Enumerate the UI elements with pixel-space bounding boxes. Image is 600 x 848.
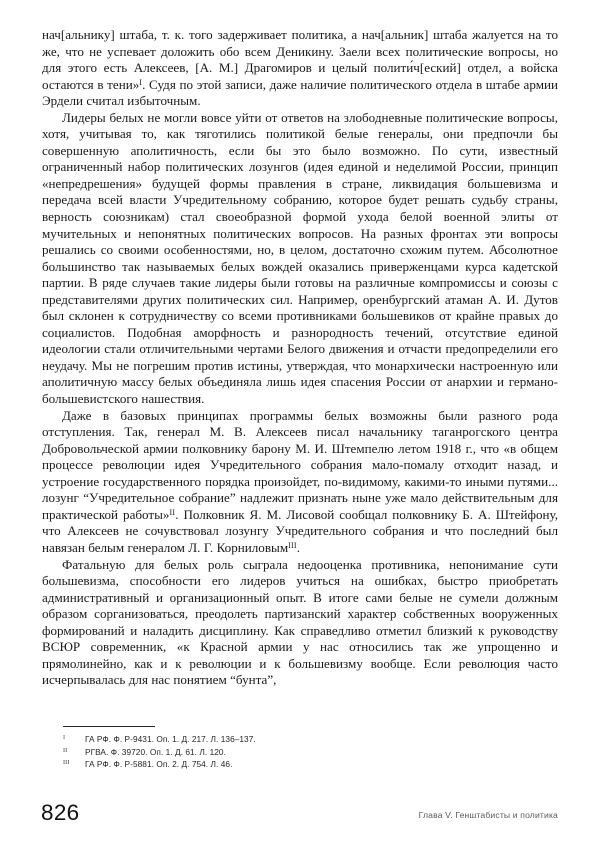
paragraph-4-text: Фатальную для белых роль сыграла недооценка противника, непонимание сути большевизма, способности его лидеров учиться на ошибках, быстро приобретать административный и организационный опыт. В итоге сами белые не сумели должным образом сорганизоваться, преодолеть партизанский характер собственных вооруженных формирований и наладить дисциплину. Как справедливо отметил близкий к руководству ВСЮР современник, «к Красной армии у нас относились так же упрощенно и прямолинейно, как и к революции и к большевизму вообще. Если революция часто исчерпывалась для нас понятием “бунта”,	[42, 556, 558, 688]
footnote-text-3: ГА РФ. Ф. Р-5881. Оп. 2. Д. 754. Л. 46.	[85, 759, 233, 770]
page-footer	[0, 800, 600, 834]
footnote-item-1	[63, 733, 483, 746]
footnote-separator-rule	[63, 726, 155, 727]
paragraph-1	[42, 27, 558, 110]
footnote-ref-1[interactable]: I	[139, 77, 143, 87]
paragraph-3-text: Даже в базовых принципах программы белых возможны были разного рода отступления. Так, генерал М. В. Алексеев писал начальнику таганрогского центра Добровольческой армии полковнику барону М. И. Штемпелю летом 1918 г., что «в общем процессе революции идея Учредительного собрания мало-помалу отходит назад, и устроение государственного порядка произойдет, по-видимому, какими-то иными путями... лозунг “Учредительное собрание” надлежит признать ныне уже мало действительным для практической работы»	[42, 407, 558, 522]
paragraph-2-text: Лидеры белых не могли вовсе уйти от ответов на злободневные политические вопросы, хотя, учитывая то, как тяготились политикой белые генералы, они предпочли бы совершенную аполитичность, если бы это было возможно. По сути, известный ограниченный набор политических лозунгов (идея единой и неделимой России, принцип «непредрешения» будущей формы правления в стране, ликвидация большевизма и передача всей власти Учредительному собранию, которое будет решать судьбу страны, верность союзникам) стал своеобразной формой ухода белой военной элиты от мучительных и непонятных политических вопросов. На разных фронтах эти вопросы решались со своими особенностями, но, в целом, достаточно схожим путем. Абсолютное большинство так называемых белых вождей оказались приверженцами курса кадетской партии. В ряде случаев такие лидеры были готовы на различные компромиссы и союзы с представителями других политических сил. Например, оренбургский атаман А. И. Дутов был склонен к сотрудничеству со всеми противниками большевиков от крайне правых до социалистов. Подобная аморфность и разнородность течений, отсутствие единой идеологии стали отличительными чертами Белого движения и отчасти предопределили его неудачу. Мы не погрешим против истины, утверждая, что монархически настроенную или аполитичную массу белых объединяла лишь идея спасения России от анархии и германо-большевистского нашествия.	[42, 109, 558, 407]
paragraph-3-tail: . Полковник Я. М. Лисовой сообщал полковнику Б. А. Штейфону, что Алексеев не сочувствовал лозунгу Учредительного собрания и что последний был навязан белым генералом Л. Г. Корниловым	[42, 506, 559, 555]
paragraph-1-text: нач[альнику] штаба, т. к. того задерживает политика, а нач[альник] штаба жалуется на то же, что не успевает доложить обо всем Деникину. Заели всех политические вопросы, но для этого есть Алексеев, [А. М.] Драгомиров и целый полити́ч[еский] отдел, а войска остаются в тени»	[42, 27, 558, 92]
footnote-marker-3: III	[63, 759, 70, 767]
footnote-ref-3[interactable]: III	[288, 540, 297, 550]
page-number: 826	[41, 800, 80, 825]
paragraph-4	[42, 557, 558, 689]
paragraph-2	[42, 110, 558, 408]
footnote-section	[63, 726, 483, 771]
footnote-marker-2: II	[63, 746, 68, 754]
footnote-text-2: РГВА. Ф. 39720. Оп. 1. Д. 61. Л. 120.	[85, 746, 226, 757]
footnote-item-3	[63, 758, 483, 771]
body-text-block	[42, 27, 558, 689]
running-head: Глава V. Генштабисты и политика	[418, 810, 558, 820]
footnote-item-2	[63, 746, 483, 759]
footnote-text-1: ГА РФ. Ф. Р-9431. Оп. 1. Д. 217. Л. 136–137.	[85, 734, 256, 744]
paragraph-1-tail: . Судя по этой записи, даже наличие политического отдела в штабе армии Эрдели считал избыточным.	[42, 76, 558, 109]
footnote-marker-1: I	[63, 734, 66, 741]
paragraph-3	[42, 408, 558, 557]
footnote-ref-2[interactable]: II	[169, 507, 176, 517]
paragraph-3-tail-2: .	[296, 539, 300, 555]
